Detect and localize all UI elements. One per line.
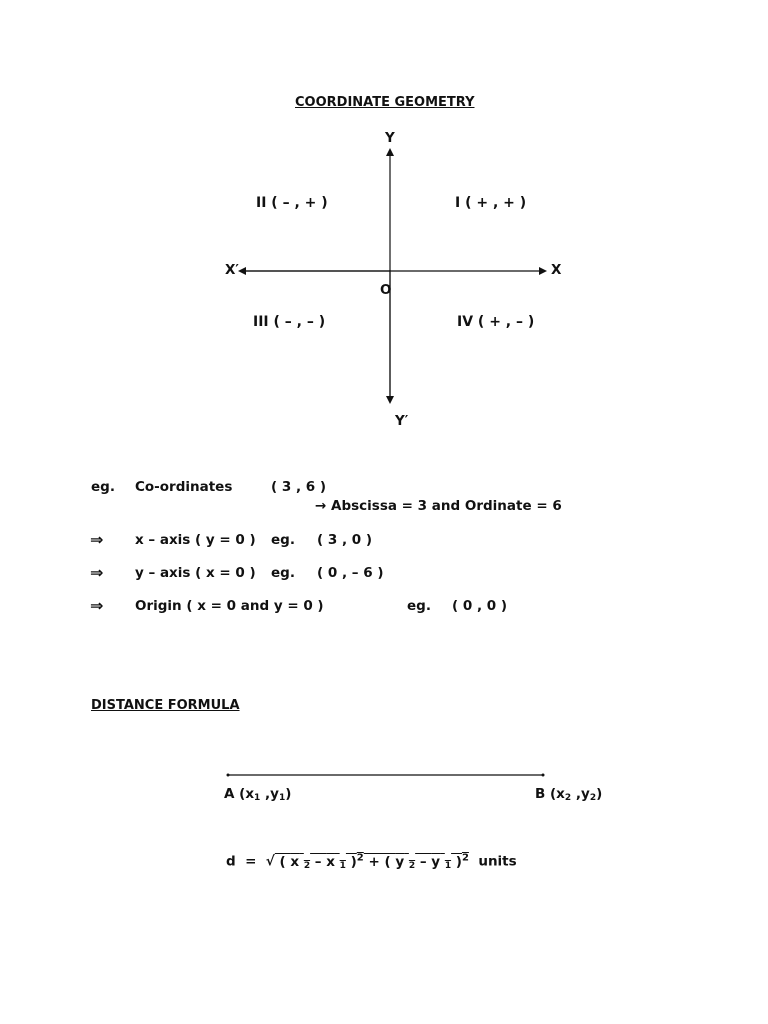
implies-icon: ⇒ [90, 563, 104, 582]
example-prefix: eg. [91, 479, 115, 495]
quadrant-4-label: IV ( + , – ) [457, 314, 535, 330]
point-a-dot [227, 774, 230, 777]
distance-formula-heading: DISTANCE FORMULA [91, 698, 240, 713]
quadrant-2-label: II ( – , + ) [256, 195, 328, 211]
implies-icon: ⇒ [90, 530, 104, 549]
example-point: ( 3 , 6 ) [271, 479, 327, 495]
bullet-x-axis-text: x – axis ( y = 0 ) [135, 532, 256, 548]
point-a-label: A ($x_1$ $,y_1$) [224, 786, 292, 803]
bullet-origin-eg: eg. [407, 598, 431, 614]
x-prime-axis-label: X′ [225, 262, 239, 278]
page-title: COORDINATE GEOMETRY [295, 95, 475, 110]
bullet-y-axis-text: y – axis ( x = 0 ) [135, 565, 256, 581]
bullet-x-axis-eg: eg. [271, 532, 295, 548]
bullet-origin-text: Origin ( x = 0 and y = 0 ) [135, 598, 324, 614]
bullet-origin-value: ( 0 , 0 ) [452, 598, 508, 614]
y-prime-axis-label: Y′ [395, 413, 409, 429]
quadrant-1-label: I ( + , + ) [455, 195, 527, 211]
implies-icon: ⇒ [90, 596, 104, 615]
quadrant-3-label: III ( – , – ) [253, 314, 326, 330]
example-detail: → Abscissa = 3 and Ordinate = 6 [315, 498, 562, 514]
example-label: Co-ordinates [135, 479, 233, 495]
point-b-label: B ($x_2$ $,y_2$) [535, 786, 603, 803]
x-axis-label: X [551, 262, 562, 278]
point-b-dot [542, 774, 545, 777]
bullet-y-axis-value: ( 0 , – 6 ) [317, 565, 384, 581]
distance-formula: d = √ ( x $_2$ – x $_1$ )$^2$ + ( y $_2$ – y $_1$ )$^2$ units [226, 852, 517, 871]
bullet-x-axis-value: ( 3 , 0 ) [317, 532, 373, 548]
y-axis-label: Y [385, 130, 395, 146]
origin-label: O [380, 282, 392, 298]
bullet-y-axis-eg: eg. [271, 565, 295, 581]
square-root-icon: √ [265, 853, 275, 870]
